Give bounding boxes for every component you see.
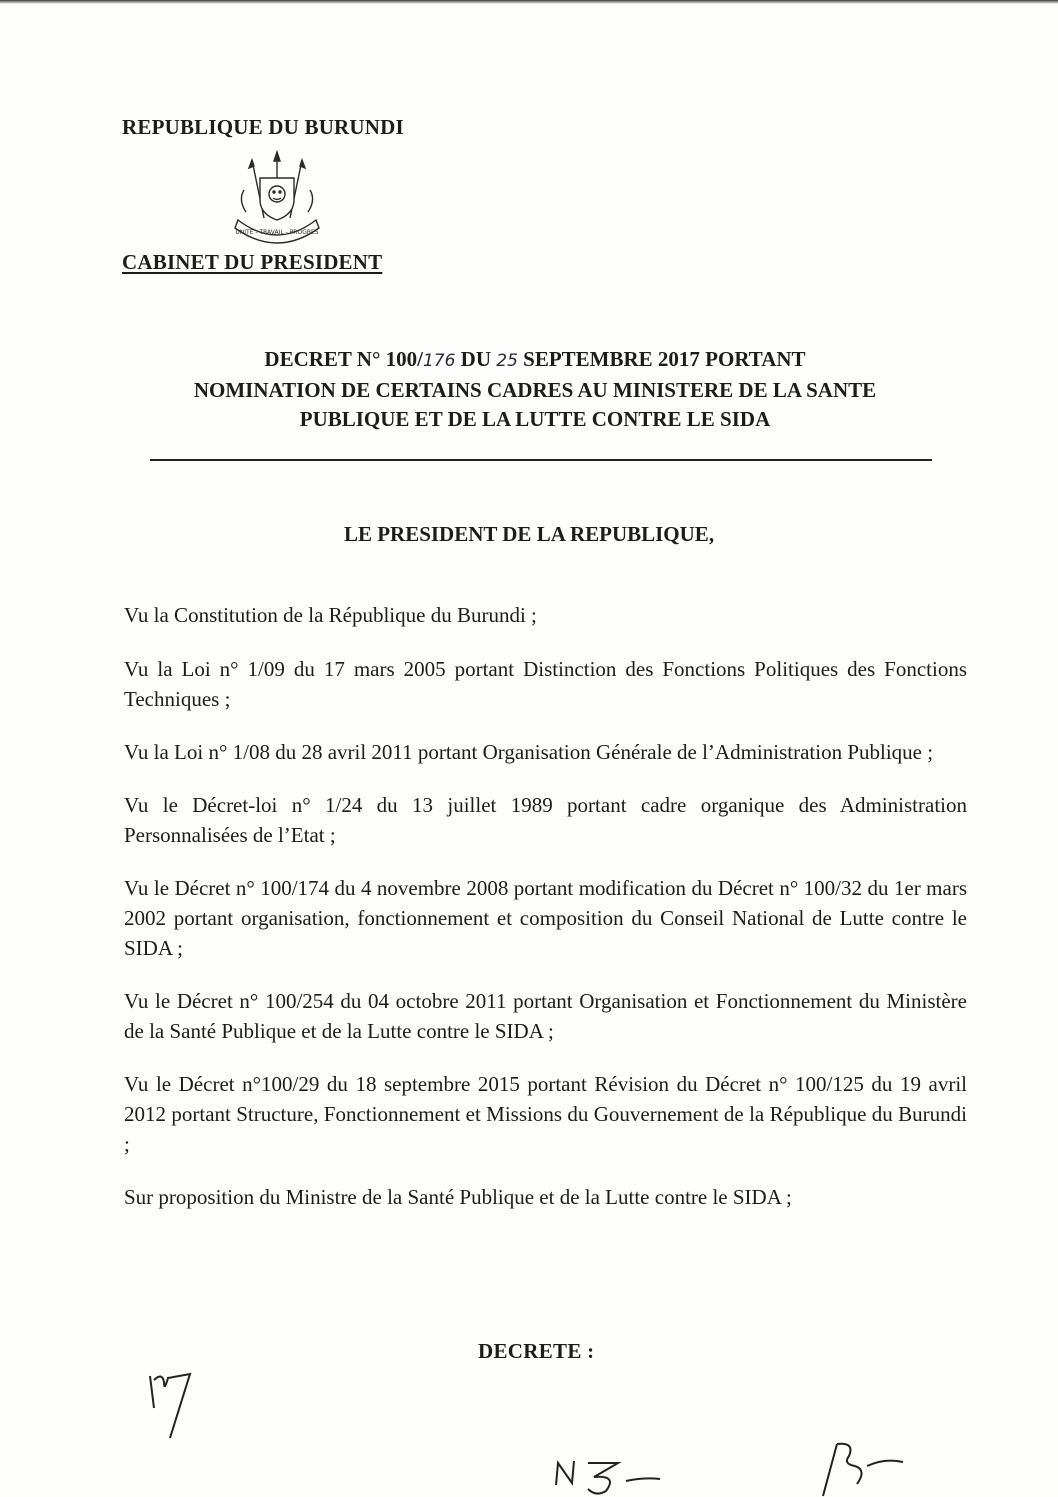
page-top-edge xyxy=(0,0,1058,4)
considerations-list xyxy=(124,600,967,1235)
decree-number-prefix: DECRET N° 100/ xyxy=(264,347,423,371)
emblem-motto: UNITE - TRAVAIL - PROGRES xyxy=(235,229,319,236)
consideration-decret-100-174: Vu le Décret n° 100/174 du 4 novembre 2008 portant modification du Décret n° 100/32 du 1er mars 2002 portant organisation, fonctionnement et composition du Conseil National de Lutte contre le SIDA ; xyxy=(124,876,967,960)
consideration-decret-loi-1-24: Vu le Décret-loi n° 1/24 du 13 juillet 1989 portant cadre organique des Administration Personnalisées de l’Etat ; xyxy=(124,793,967,847)
initials-signature-3 xyxy=(815,1440,910,1497)
decree-title-line2: NOMINATION DE CERTAINS CADRES AU MINISTERE DE LA SANTE xyxy=(193,378,877,402)
decrete-heading: DECRETE : xyxy=(478,1339,595,1363)
initials-signature-2 xyxy=(548,1455,668,1497)
decree-du: DU xyxy=(455,347,497,371)
decree-day-handwritten: 25 xyxy=(496,351,518,371)
decree-date-rest: SEPTEMBRE 2017 PORTANT xyxy=(517,347,806,371)
consideration-decret-100-29: Vu le Décret n°100/29 du 18 septembre 2015 portant Révision du Décret n° 100/125 du 19 avril 2012 portant Structure, Fonctionnement et Missions du Gouvernement de la République du Burundi ; xyxy=(124,1072,967,1156)
decree-title-line1 xyxy=(110,345,960,376)
consideration-loi-1-08: Vu la Loi n° 1/08 du 28 avril 2011 portant Organisation Générale de l’Administration Publique ; xyxy=(124,740,934,764)
decree-title-line3: PUBLIQUE ET DE LA LUTTE CONTRE LE SIDA xyxy=(299,407,771,431)
initials-signature-1 xyxy=(140,1368,210,1443)
title-divider xyxy=(150,459,932,461)
consideration-proposition: Sur proposition du Ministre de la Santé Publique et de la Lutte contre le SIDA ; xyxy=(124,1185,792,1209)
decree-title xyxy=(110,345,960,434)
consideration-loi-1-09: Vu la Loi n° 1/09 du 17 mars 2005 portant Distinction des Fonctions Politiques des Fonctions Techniques ; xyxy=(124,657,967,711)
decree-number-handwritten: 176 xyxy=(422,351,456,371)
coat-of-arms-emblem xyxy=(222,148,332,248)
consideration-constitution: Vu la Constitution de la République du Burundi ; xyxy=(124,603,537,627)
cabinet-header: CABINET DU PRESIDENT xyxy=(122,250,383,274)
republic-header: REPUBLIQUE DU BURUNDI xyxy=(122,115,404,139)
president-heading: LE PRESIDENT DE LA REPUBLIQUE, xyxy=(343,522,715,546)
consideration-decret-100-254: Vu le Décret n° 100/254 du 04 octobre 2011 portant Organisation et Fonctionnement du Ministère de la Santé Publique et de la Lutte contre le SIDA ; xyxy=(124,989,967,1043)
